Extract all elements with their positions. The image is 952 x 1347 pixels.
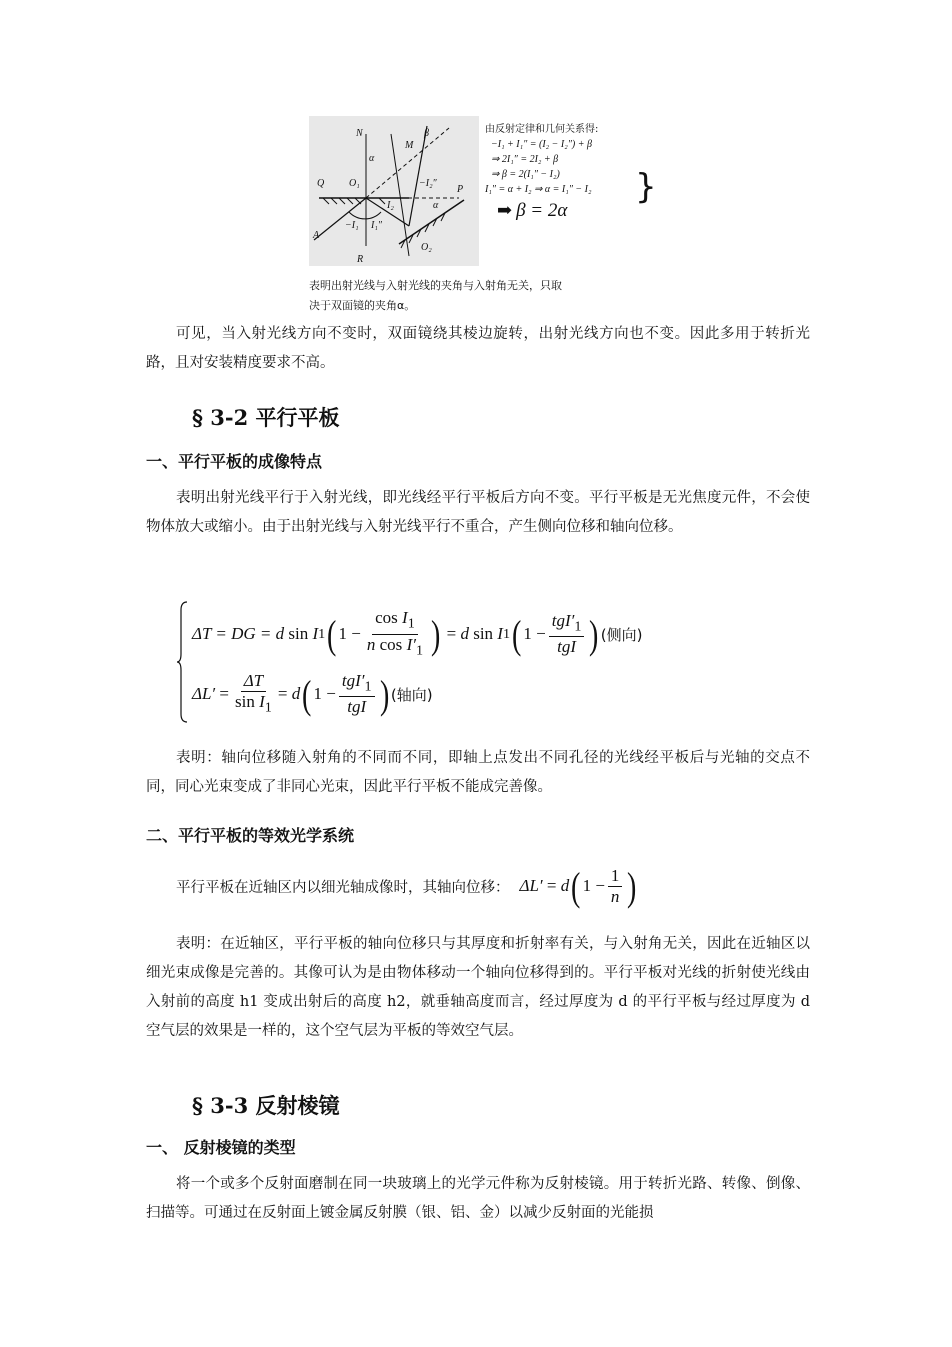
figure-caption-1: 表明出射光线与入射光线的夹角与入射角无关，只取 (309, 279, 562, 292)
paragraph-1: 可见，当入射光线方向不变时，双面镜绕其棱边旋转，出射光线方向也不变。因此多用于转折光路，且对安装精度要求不高。 (146, 326, 810, 371)
paragraph-6: 将一个或多个反射面磨制在同一块玻璃上的光学元件称为反射棱镜。用于转折光路、转像、倒像、扫描等。可通过在反射面上镀金属反射膜（银、铝、金）以减少反射面的光能损 (146, 1176, 810, 1221)
arrow-icon: ➡ (497, 200, 513, 221)
section-title-3-2: § 3-2 平行平板 (192, 405, 340, 430)
label-alpha: α (369, 153, 375, 164)
label-Q: Q (317, 178, 325, 189)
equation-system (176, 600, 676, 726)
equation-axial: ΔL′ = ΔT $\sin I_1$ = d ( 1 − $tgI'_1$ tgI ) (轴向) (192, 670, 433, 717)
subheading-prism-types: 一、 反射棱镜的类型 (146, 1138, 296, 1157)
label-I2pp: −I₂″ (419, 178, 437, 189)
label-beta: β (424, 128, 429, 139)
subheading-imaging: 一、平行平板的成像特点 (146, 452, 323, 471)
left-brace (176, 600, 188, 724)
equation-paraxial: ΔL′ = d ( 1 − 1 n ) (519, 863, 637, 909)
label-P: P (457, 184, 464, 195)
section-title-3-3: § 3-3 反射棱镜 (192, 1093, 340, 1118)
derivation-line-3: ⇒ β = 2(I₁″ − I₂) (491, 169, 560, 180)
derivation-line-1: −I₁ + I₁″ = (I₂ − I₂″) + β (491, 139, 592, 150)
brace: } (635, 167, 657, 207)
label-A: A (313, 230, 320, 241)
figure-caption-2: 决于双面镜的夹角α。 (309, 299, 416, 312)
axial-displacement-row (176, 860, 639, 912)
paragraph-3: 表明：轴向位移随入射角的不同而不同，即轴上点发出不同孔径的光线经平板后与光轴的交点不同，同心光束变成了非同心光束，因此平行平板不能成完善像。 (146, 750, 810, 795)
label-R: R (357, 254, 364, 265)
label-O2: O₂ (421, 242, 432, 253)
derivation-line-4: I₁″ = α + I₂ ⇒ α = I₁″ − I₂ (485, 184, 592, 195)
derivation-title: 由反射定律和几何关系得: (485, 124, 599, 135)
label-I1pp: I₁″ (371, 220, 382, 231)
subheading-equivalent: 二、平行平板的等效光学系统 (146, 826, 355, 845)
lateral-label: (侧向) (600, 625, 643, 644)
derivation-line-2: ⇒ 2I₁″ = 2I₂ + β (491, 154, 559, 165)
result-text: β = 2α (516, 200, 568, 221)
paragraph-5: 表明：在近轴区，平行平板的轴向位移只与其厚度和折射率有关，与入射角无关，因此在近轴区以细光束成像是完善的。其像可认为是由物体移动一个轴向位移得到的。平行平板对光线的折射使光线由入射前的高度 h1 变成出射后的高度 h2，就垂轴高度而言，经过厚度为 d 的平行平板与经过厚度为 d 空气层的效果是一样的，这个空气层为平板的等效空气层。 (146, 936, 810, 1039)
double-mirror-figure (309, 116, 659, 276)
equation-lateral: ΔT = DG = d sin I 1 ( 1 − $\cos I_1$ n $\cos I'_1$ ) = d sin I 1 ( 1 − $tgI'_1$ tgI ) (侧向) (192, 608, 643, 658)
label-M: M (405, 140, 414, 151)
paragraph-2: 表明出射光线平行于入射光线，即光线经平行平板后方向不变。平行平板是无光焦度元件，不会使物体放大或缩小。由于出射光线与入射光线平行不重合，产生侧向位移和轴向位移。 (146, 490, 810, 535)
double-mirror-diagram (309, 116, 479, 266)
result-row (485, 200, 659, 221)
paragraph-4: 平行平板在近轴区内以细光轴成像时，其轴向位移： (176, 879, 510, 896)
label-alpha2: α (433, 200, 439, 211)
label-I1: −I₁ (345, 220, 359, 231)
label-O1: O₁ (349, 178, 360, 189)
axial-label: (轴向) (390, 685, 433, 704)
label-N: N (356, 128, 363, 139)
derivation-block (485, 122, 659, 221)
label-I2: I₂ (387, 200, 394, 211)
